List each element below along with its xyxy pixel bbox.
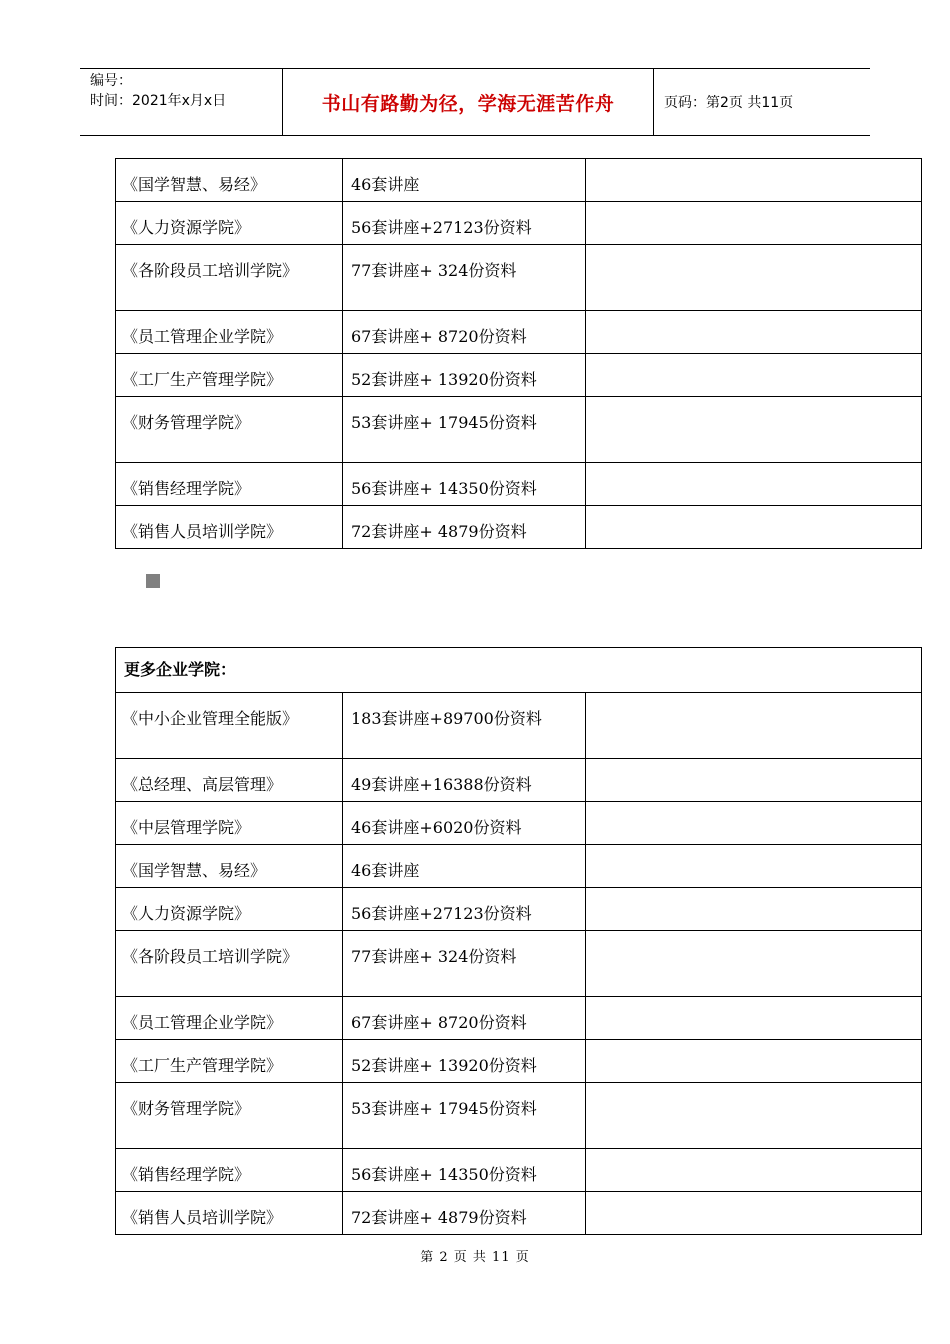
course-content-cell: 52套讲座+ 13920份资料: [343, 354, 586, 397]
course-content-cell: 77套讲座+ 324份资料: [343, 245, 586, 311]
course-note-cell: [586, 931, 922, 997]
course-name-cell: 《员工管理企业学院》: [116, 997, 343, 1040]
page-header: [80, 68, 870, 136]
table-row: [116, 693, 922, 759]
course-name-cell: 《销售人员培训学院》: [116, 1192, 343, 1235]
course-content-cell: 56套讲座+ 14350份资料: [343, 1149, 586, 1192]
table-row: [116, 463, 922, 506]
course-name-cell: 《工厂生产管理学院》: [116, 1040, 343, 1083]
course-note-cell: [586, 888, 922, 931]
course-table-2-body: [116, 693, 922, 1235]
course-note-cell: [586, 1040, 922, 1083]
course-note-cell: [586, 693, 922, 759]
number-label: 编号：: [90, 73, 132, 89]
table-row: [116, 354, 922, 397]
course-content-cell: 56套讲座+27123份资料: [343, 888, 586, 931]
course-table-2: [115, 647, 922, 1235]
table-row: [116, 997, 922, 1040]
course-name-cell: 《员工管理企业学院》: [116, 311, 343, 354]
table-row: [116, 888, 922, 931]
page-footer: 第 2 页 共 11 页: [420, 1250, 530, 1265]
course-content-cell: 183套讲座+89700份资料: [343, 693, 586, 759]
course-name-cell: 《中小企业管理全能版》: [116, 693, 343, 759]
course-content-cell: 53套讲座+ 17945份资料: [343, 397, 586, 463]
course-name-cell: 《中层管理学院》: [116, 802, 343, 845]
course-name-cell: 《销售人员培训学院》: [116, 506, 343, 549]
course-table-1: [115, 158, 922, 549]
course-note-cell: [586, 802, 922, 845]
table-row: [116, 1040, 922, 1083]
course-name-cell: 《财务管理学院》: [116, 397, 343, 463]
course-note-cell: [586, 311, 922, 354]
table-row: [116, 159, 922, 202]
course-note-cell: [586, 997, 922, 1040]
course-table-1-body: [116, 159, 922, 549]
table-row: [116, 202, 922, 245]
table-row: [116, 802, 922, 845]
course-note-cell: [586, 354, 922, 397]
header-meta: [80, 69, 282, 135]
course-name-cell: 《人力资源学院》: [116, 202, 343, 245]
course-name-cell: 《销售经理学院》: [116, 463, 343, 506]
course-content-cell: 53套讲座+ 17945份资料: [343, 1083, 586, 1149]
course-note-cell: [586, 202, 922, 245]
table-title-row: [116, 648, 922, 693]
table-row: [116, 1149, 922, 1192]
course-name-cell: 《财务管理学院》: [116, 1083, 343, 1149]
time-label: 时间：2021年x月x日: [90, 93, 227, 109]
course-content-cell: 56套讲座+27123份资料: [343, 202, 586, 245]
table-row: [116, 845, 922, 888]
course-content-cell: 67套讲座+ 8720份资料: [343, 311, 586, 354]
course-content-cell: 46套讲座: [343, 845, 586, 888]
course-content-cell: 52套讲座+ 13920份资料: [343, 1040, 586, 1083]
course-content-cell: 46套讲座: [343, 159, 586, 202]
course-content-cell: 49套讲座+16388份资料: [343, 759, 586, 802]
course-note-cell: [586, 1149, 922, 1192]
course-content-cell: 56套讲座+ 14350份资料: [343, 463, 586, 506]
course-name-cell: 《总经理、高层管理》: [116, 759, 343, 802]
table-row: [116, 1192, 922, 1235]
table-row: [116, 506, 922, 549]
course-content-cell: 77套讲座+ 324份资料: [343, 931, 586, 997]
course-name-cell: 《工厂生产管理学院》: [116, 354, 343, 397]
table-title: 更多企业学院：: [116, 648, 922, 693]
course-name-cell: 《国学智慧、易经》: [116, 159, 343, 202]
table-row: [116, 397, 922, 463]
bullet-square-icon: [146, 574, 160, 588]
course-note-cell: [586, 159, 922, 202]
course-note-cell: [586, 245, 922, 311]
course-content-cell: 72套讲座+ 4879份资料: [343, 506, 586, 549]
course-name-cell: 《国学智慧、易经》: [116, 845, 343, 888]
course-name-cell: 《人力资源学院》: [116, 888, 343, 931]
course-name-cell: 《各阶段员工培训学院》: [116, 245, 343, 311]
table-row: [116, 245, 922, 311]
table-row: [116, 1083, 922, 1149]
course-note-cell: [586, 506, 922, 549]
header-page-info: 页码：第2页 共11页: [664, 95, 794, 111]
course-name-cell: 《各阶段员工培训学院》: [116, 931, 343, 997]
course-note-cell: [586, 397, 922, 463]
course-content-cell: 67套讲座+ 8720份资料: [343, 997, 586, 1040]
course-note-cell: [586, 759, 922, 802]
course-content-cell: 46套讲座+6020份资料: [343, 802, 586, 845]
table-row: [116, 931, 922, 997]
course-note-cell: [586, 463, 922, 506]
header-motto: 书山有路勤为径，学海无涯苦作舟: [282, 69, 654, 135]
course-note-cell: [586, 1192, 922, 1235]
course-content-cell: 72套讲座+ 4879份资料: [343, 1192, 586, 1235]
course-name-cell: 《销售经理学院》: [116, 1149, 343, 1192]
course-note-cell: [586, 845, 922, 888]
table-row: [116, 311, 922, 354]
table-row: [116, 759, 922, 802]
course-note-cell: [586, 1083, 922, 1149]
